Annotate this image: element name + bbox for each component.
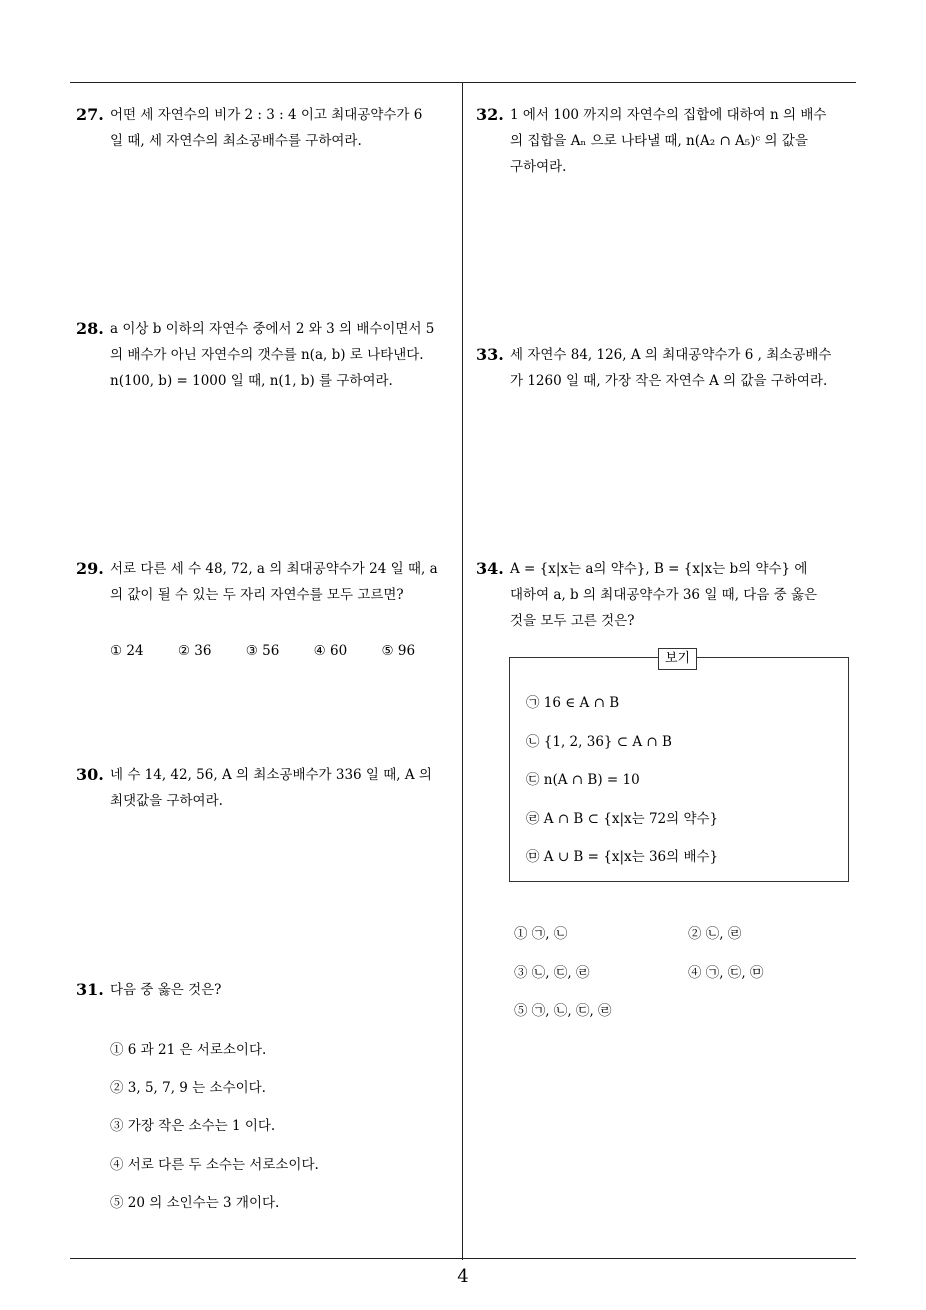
- bogi-title: 보기: [658, 648, 697, 670]
- question-28: [76, 316, 460, 394]
- bogi-item-b: ㉡ {1, 2, 36} ⊂ A ∩ B: [526, 734, 672, 750]
- question-text-line: A = {x|x는 a의 약수}, B = {x|x는 b의 약수} 에: [510, 561, 808, 577]
- question-34: [476, 556, 860, 634]
- bottom-rule: [70, 1258, 856, 1259]
- question-text-line: 의 값이 될 수 있는 두 자리 자연수를 모두 고르면?: [110, 587, 404, 603]
- question-text-line: n(100, b) = 1000 일 때, n(1, b) 를 구하여라.: [110, 373, 393, 389]
- column-divider: [462, 82, 463, 1260]
- question-29-choices: [110, 643, 445, 659]
- bogi-box: [509, 651, 849, 882]
- question-number: 33.: [476, 345, 504, 364]
- bogi-item-d: ㉣ A ∩ B ⊂ {x|x는 72의 약수}: [526, 811, 719, 827]
- choice-5[interactable]: ⑤ 20 의 소인수는 3 개이다.: [110, 1195, 280, 1211]
- bogi-item-c: ㉢ n(A ∩ B) = 10: [526, 772, 640, 788]
- question-29: [76, 556, 460, 608]
- choice-2[interactable]: ② ㉡, ㉣: [688, 926, 742, 942]
- choice-3[interactable]: ③ ㉡, ㉢, ㉣: [514, 965, 590, 981]
- question-number: 30.: [76, 765, 104, 784]
- question-text-line: 다음 중 옳은 것은?: [110, 982, 222, 998]
- question-text-line: 가 1260 일 때, 가장 작은 자연수 A 의 값을 구하여라.: [510, 373, 828, 389]
- top-rule: [70, 82, 856, 83]
- question-text-line: 최댓값을 구하여라.: [110, 793, 223, 809]
- question-text-line: 것을 모두 고른 것은?: [510, 613, 635, 629]
- choice-4[interactable]: ④ 60: [313, 643, 348, 659]
- question-32: [476, 102, 860, 180]
- question-27: [76, 102, 460, 154]
- choice-2[interactable]: ② 36: [177, 643, 212, 659]
- bogi-item-e: ㉤ A ∪ B = {x|x는 36의 배수}: [526, 849, 719, 865]
- question-text-line: 세 자연수 84, 126, A 의 최대공약수가 6 , 최소공배수: [510, 347, 832, 363]
- bogi-item-a: ㉠ 16 ∈ A ∩ B: [526, 695, 620, 711]
- choice-3[interactable]: ③ 가장 작은 소수는 1 이다.: [110, 1118, 276, 1134]
- question-text-line: 1 에서 100 까지의 자연수의 집합에 대하여 n 의 배수: [510, 107, 827, 123]
- question-text-line: 서로 다른 세 수 48, 72, a 의 최대공약수가 24 일 때, a: [110, 561, 438, 577]
- choice-3[interactable]: ③ 56: [245, 643, 280, 659]
- question-number: 27.: [76, 105, 104, 124]
- choice-2[interactable]: ② 3, 5, 7, 9 는 소수이다.: [110, 1080, 266, 1096]
- question-number: 34.: [476, 559, 504, 578]
- question-text-line: a 이상 b 이하의 자연수 중에서 2 와 3 의 배수이면서 5: [110, 321, 435, 337]
- question-30: [76, 762, 460, 814]
- page-number: 4: [457, 1266, 469, 1287]
- choice-4[interactable]: ④ ㉠, ㉢, ㉤: [688, 965, 764, 981]
- question-number: 31.: [76, 980, 104, 999]
- choice-1[interactable]: ① 24: [110, 643, 144, 659]
- question-31: [76, 977, 460, 1003]
- question-number: 29.: [76, 559, 104, 578]
- choice-1[interactable]: ① ㉠, ㉡: [514, 926, 568, 942]
- question-text-line: 대하여 a, b 의 최대공약수가 36 일 때, 다음 중 옳은: [510, 587, 818, 603]
- question-text-line: 어떤 세 자연수의 비가 2 : 3 : 4 이고 최대공약수가 6: [110, 107, 423, 123]
- question-text-line: 구하여라.: [510, 159, 567, 175]
- question-number: 32.: [476, 105, 504, 124]
- question-number: 28.: [76, 319, 104, 338]
- question-text-line: 일 때, 세 자연수의 최소공배수를 구하여라.: [110, 133, 362, 149]
- choice-4[interactable]: ④ 서로 다른 두 소수는 서로소이다.: [110, 1157, 319, 1173]
- question-33: [476, 342, 860, 394]
- choice-5[interactable]: ⑤ 96: [381, 643, 416, 659]
- choice-5[interactable]: ⑤ ㉠, ㉡, ㉢, ㉣: [514, 1003, 612, 1019]
- question-text-line: 네 수 14, 42, 56, A 의 최소공배수가 336 일 때, A 의: [110, 767, 432, 783]
- question-text-line: 의 배수가 아닌 자연수의 갯수를 n(a, b) 로 나타낸다.: [110, 347, 424, 363]
- question-text-line: 의 집합을 Aₙ 으로 나타낼 때, n(A₂ ∩ A₅)ᶜ 의 값을: [510, 133, 808, 149]
- choice-1[interactable]: ① 6 과 21 은 서로소이다.: [110, 1042, 267, 1058]
